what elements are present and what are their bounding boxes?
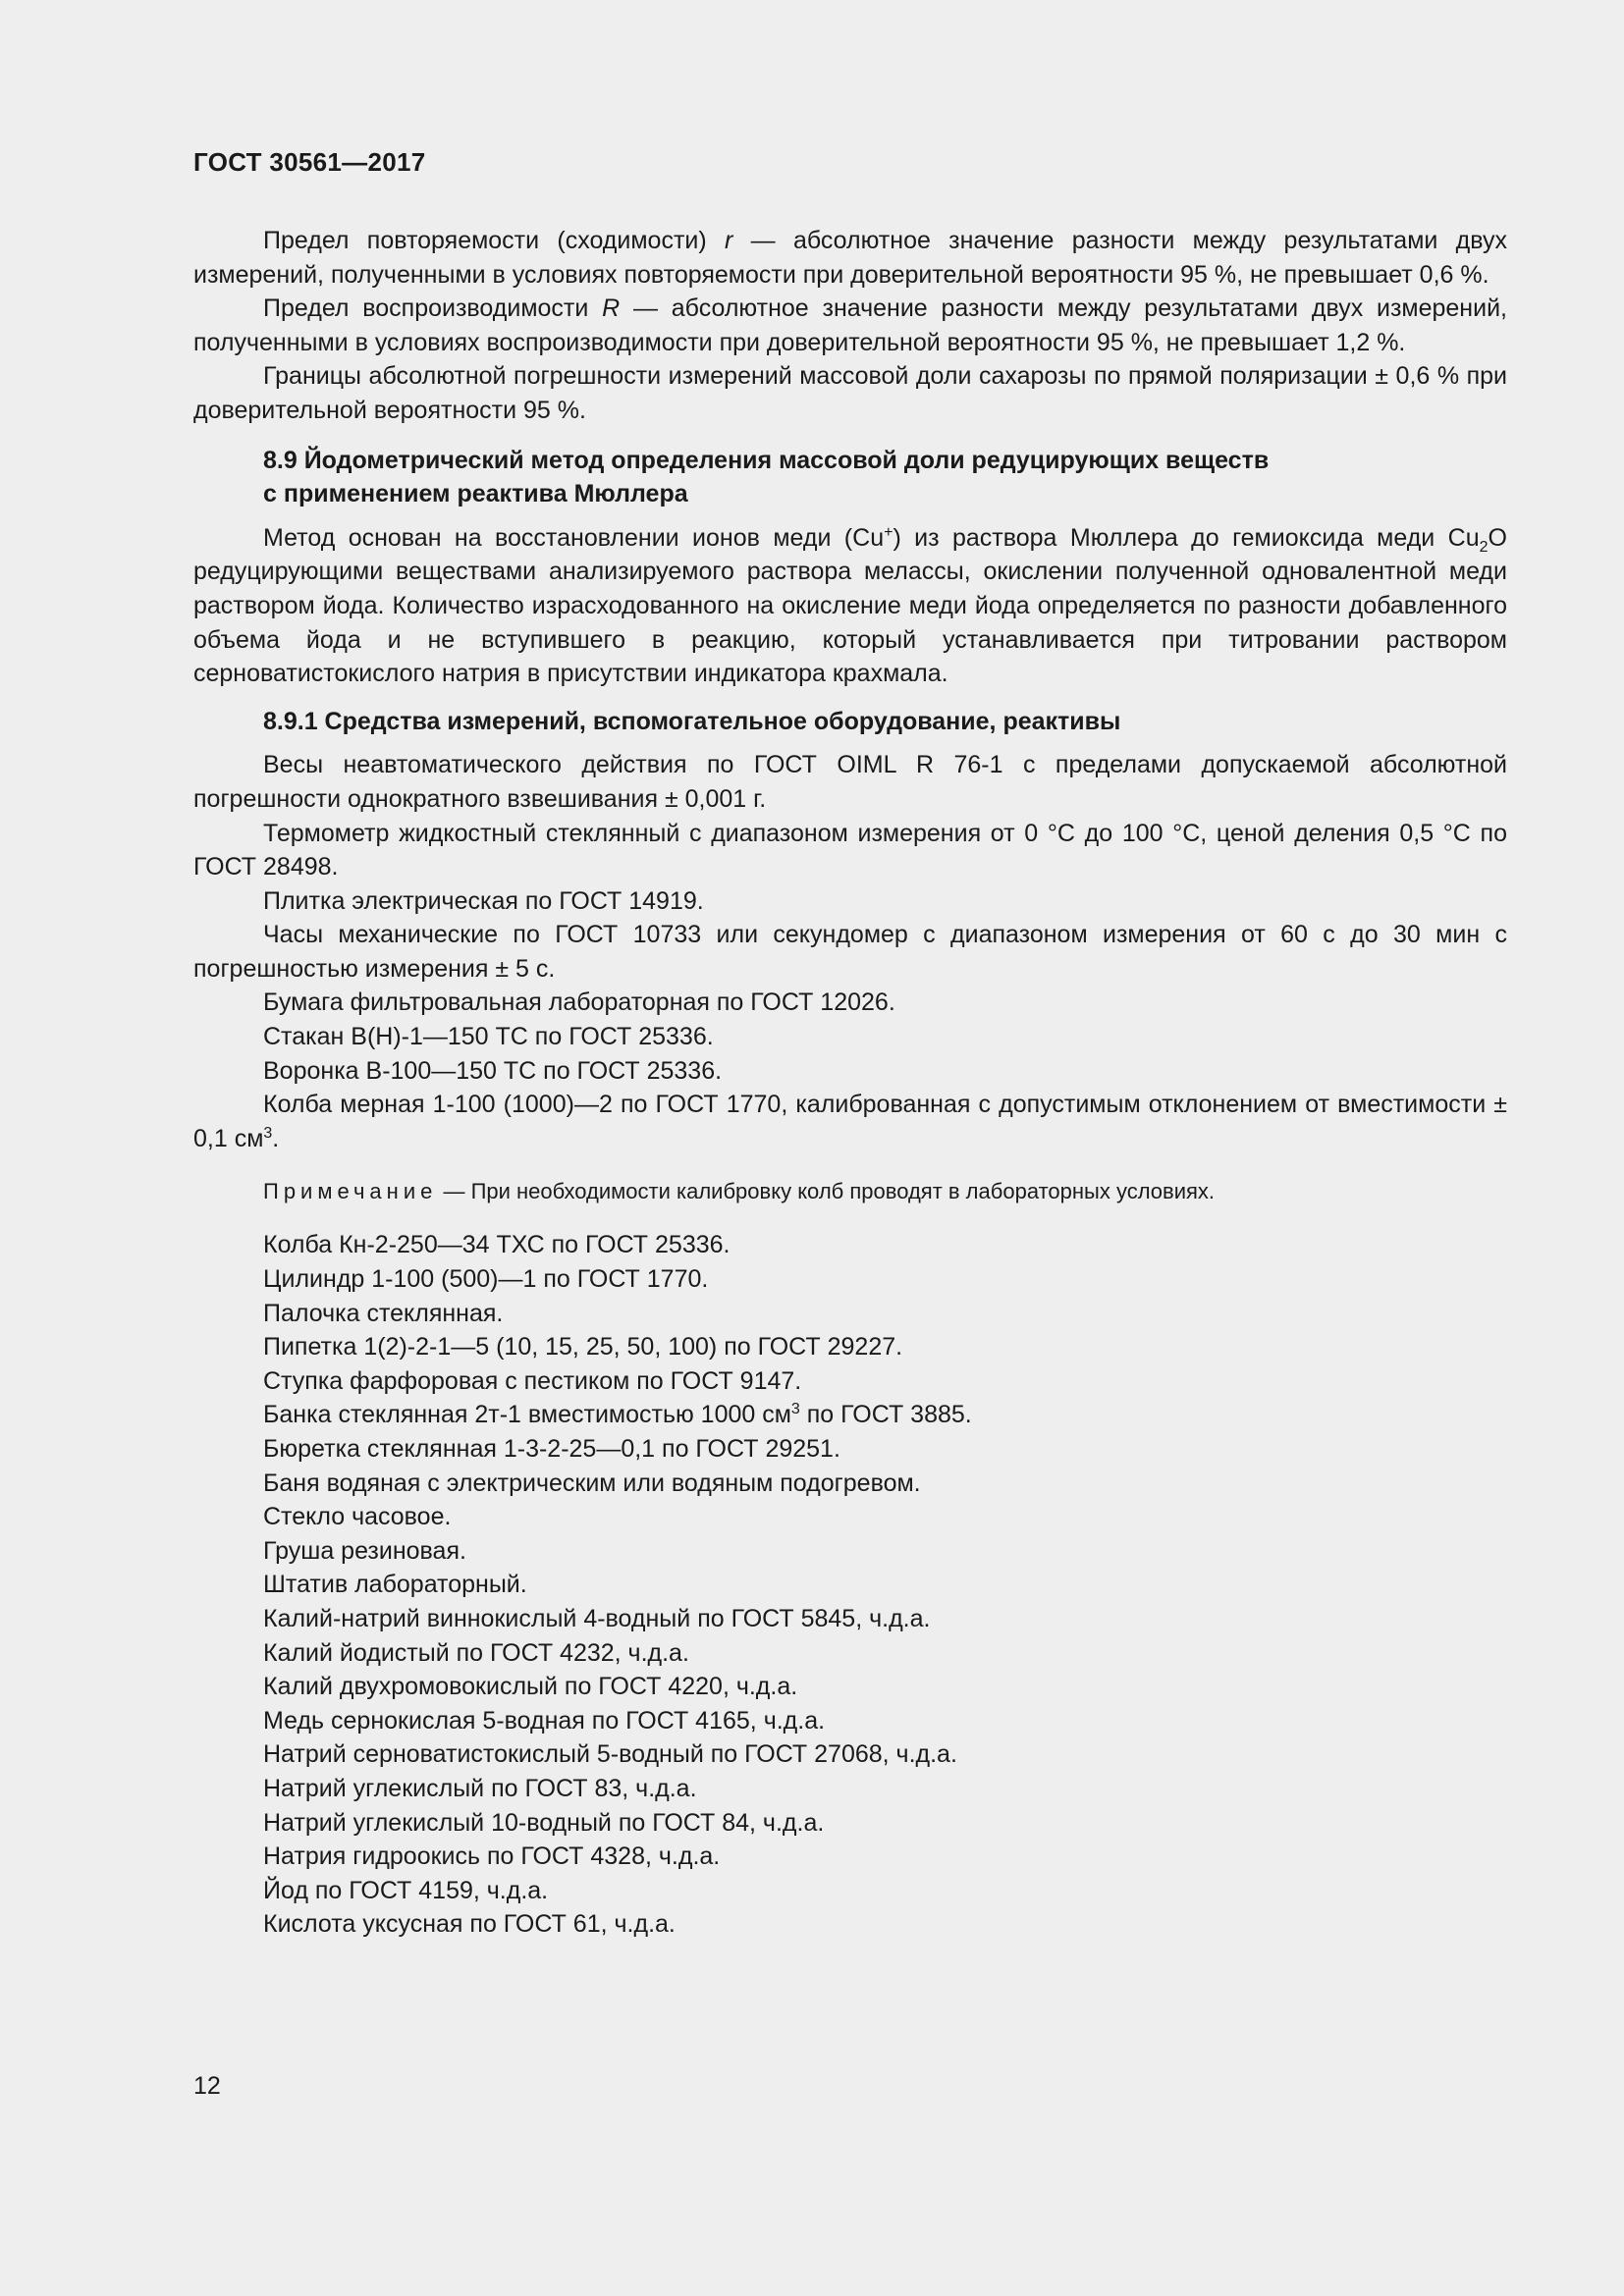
- document-header: ГОСТ 30561—2017: [193, 147, 426, 177]
- list-item: Натрий углекислый 10-водный по ГОСТ 84, ч.д.а.: [263, 1808, 825, 1837]
- list-item: Калий двухромовокислый по ГОСТ 4220, ч.д.а.: [263, 1673, 798, 1701]
- subscript: 2: [1479, 538, 1489, 556]
- list-item: Пипетка 1(2)-2-1—5 (10, 15, 25, 50, 100) по ГОСТ 29227.: [263, 1333, 903, 1362]
- text-run: O редуцирующими веществами анализируемого раствора мелассы, окислении полученной одновалентной меди раствором йода. Количество израсходованного на окисление меди йода определяется по разности добавленного объема йода и не вступившего в реакцию, который устанавливается при титровании раствором серноватистокислого натрия в присутствии индикатора крахмала.: [193, 523, 1507, 688]
- document-body: [193, 224, 1507, 1942]
- list-item: [193, 1398, 1507, 1432]
- list-item: Штатив лабораторный.: [263, 1571, 527, 1599]
- text-run: Предел повторяемости (сходимости): [263, 227, 725, 254]
- superscript: 3: [790, 1401, 800, 1418]
- list-item: Стекло часовое.: [263, 1503, 452, 1531]
- note-text: — При необходимости калибровку колб проводят в лабораторных условиях.: [437, 1179, 1216, 1204]
- paragraph-reproducibility: [193, 292, 1507, 359]
- list-item: Баня водяная с электрическим или водяным подогревом.: [263, 1468, 921, 1497]
- heading-line: 8.9 Йодометрический метод определения массовой доли редуцирующих веществ: [263, 446, 1270, 474]
- equipment-list: [193, 748, 1507, 1155]
- list-item: Йод по ГОСТ 4159, ч.д.а.: [263, 1876, 549, 1904]
- list-item: Бюретка стеклянная 1-3-2-25—0,1 по ГОСТ 29251.: [263, 1435, 840, 1463]
- list-item: Воронка В-100—150 ТС по ГОСТ 25336.: [263, 1056, 723, 1085]
- paragraph-error-bounds: Границы абсолютной погрешности измерений массовой доли сахарозы по прямой поляризации ± 0,6 % при доверительной вероятности 95 %.: [193, 362, 1507, 424]
- list-item: Цилиндр 1-100 (500)—1 по ГОСТ 1770.: [263, 1265, 709, 1294]
- text-run: Банка стеклянная 2т-1 вместимостью 1000 см: [263, 1401, 791, 1429]
- list-item: Плитка электрическая по ГОСТ 14919.: [263, 886, 704, 915]
- list-item: Медь сернокислая 5-водная по ГОСТ 4165, ч.д.а.: [263, 1706, 826, 1735]
- list-item: Термометр жидкостный стеклянный с диапазоном измерения от 0 °С до 100 °С, ценой деления 0,5 °С по ГОСТ 28498.: [193, 819, 1507, 881]
- list-item: Натрий серноватистокислый 5-водный по ГОСТ 27068, ч.д.а.: [263, 1740, 957, 1769]
- list-item: Стакан В(Н)-1—150 ТС по ГОСТ 25336.: [263, 1023, 714, 1051]
- list-item: Натрий углекислый по ГОСТ 83, ч.д.а.: [263, 1774, 697, 1802]
- list-item: Колба Кн-2-250—34 ТХС по ГОСТ 25336.: [263, 1231, 731, 1259]
- text-run: Колба мерная 1-100 (1000)—2 по ГОСТ 1770, калиброванная с допустимым отклонением от вместимости ± 0,1 см: [193, 1091, 1507, 1152]
- text-run: ) из раствора Мюллера до гемиоксида меди Cu: [893, 523, 1480, 552]
- heading-line: с применением реактива Мюллера: [263, 480, 688, 508]
- list-item: Натрия гидроокись по ГОСТ 4328, ч.д.а.: [263, 1842, 721, 1871]
- note-label: Примечание: [263, 1179, 438, 1204]
- paragraph-repeatability: [193, 224, 1507, 292]
- section-8-9-1-heading: 8.9.1 Средства измерений, вспомогательное оборудование, реактивы: [263, 707, 1121, 735]
- superscript: 3: [263, 1124, 273, 1142]
- note: [193, 1177, 1507, 1206]
- list-item: Бумага фильтровальная лабораторная по ГОСТ 12026.: [263, 988, 895, 1017]
- list-item: Ступка фарфоровая с пестиком по ГОСТ 9147.: [263, 1366, 802, 1395]
- page-number: 12: [193, 2072, 221, 2100]
- text-run: .: [272, 1124, 280, 1152]
- variable-R: R: [602, 294, 621, 323]
- list-item: Весы неавтоматического действия по ГОСТ OIML R 76-1 с пределами допускаемой абсолютной погрешности однократного взвешивания ± 0,001 г.: [193, 751, 1507, 813]
- list-item: Груша резиновая.: [263, 1536, 466, 1565]
- reagents-list: [193, 1228, 1507, 1941]
- text-run: по ГОСТ 3885.: [799, 1401, 972, 1429]
- list-item: Кислота уксусная по ГОСТ 61, ч.д.а.: [263, 1910, 676, 1939]
- superscript: +: [884, 523, 893, 541]
- paragraph-method-principle: [193, 521, 1507, 691]
- list-item: Палочка стеклянная.: [263, 1299, 504, 1327]
- section-8-9-heading: [193, 444, 1507, 511]
- list-item: Часы механические по ГОСТ 10733 или секундомер с диапазоном измерения от 60 с до 30 мин с погрешностью измерения ± 5 с.: [193, 921, 1507, 983]
- list-item: [193, 1088, 1507, 1155]
- text-run: Метод основан на восстановлении ионов меди (Cu: [263, 523, 885, 552]
- text-run: — абсолютное значение разности между результатами двух измерений, полученными в условиях повторяемости при доверительной вероятности 95 %, не превышает 0,6 %.: [193, 227, 1507, 289]
- list-item: Калий-натрий виннокислый 4-водный по ГОСТ 5845, ч.д.а.: [263, 1604, 931, 1632]
- text-run: — абсолютное значение разности между результатами двух измерений, полученными в условиях воспроизводимости при доверительной вероятности 95 %, не превышает 1,2 %.: [193, 294, 1507, 356]
- variable-r: r: [725, 227, 733, 254]
- text-run: Предел воспроизводимости: [263, 294, 603, 323]
- list-item: Калий йодистый по ГОСТ 4232, ч.д.а.: [263, 1638, 689, 1667]
